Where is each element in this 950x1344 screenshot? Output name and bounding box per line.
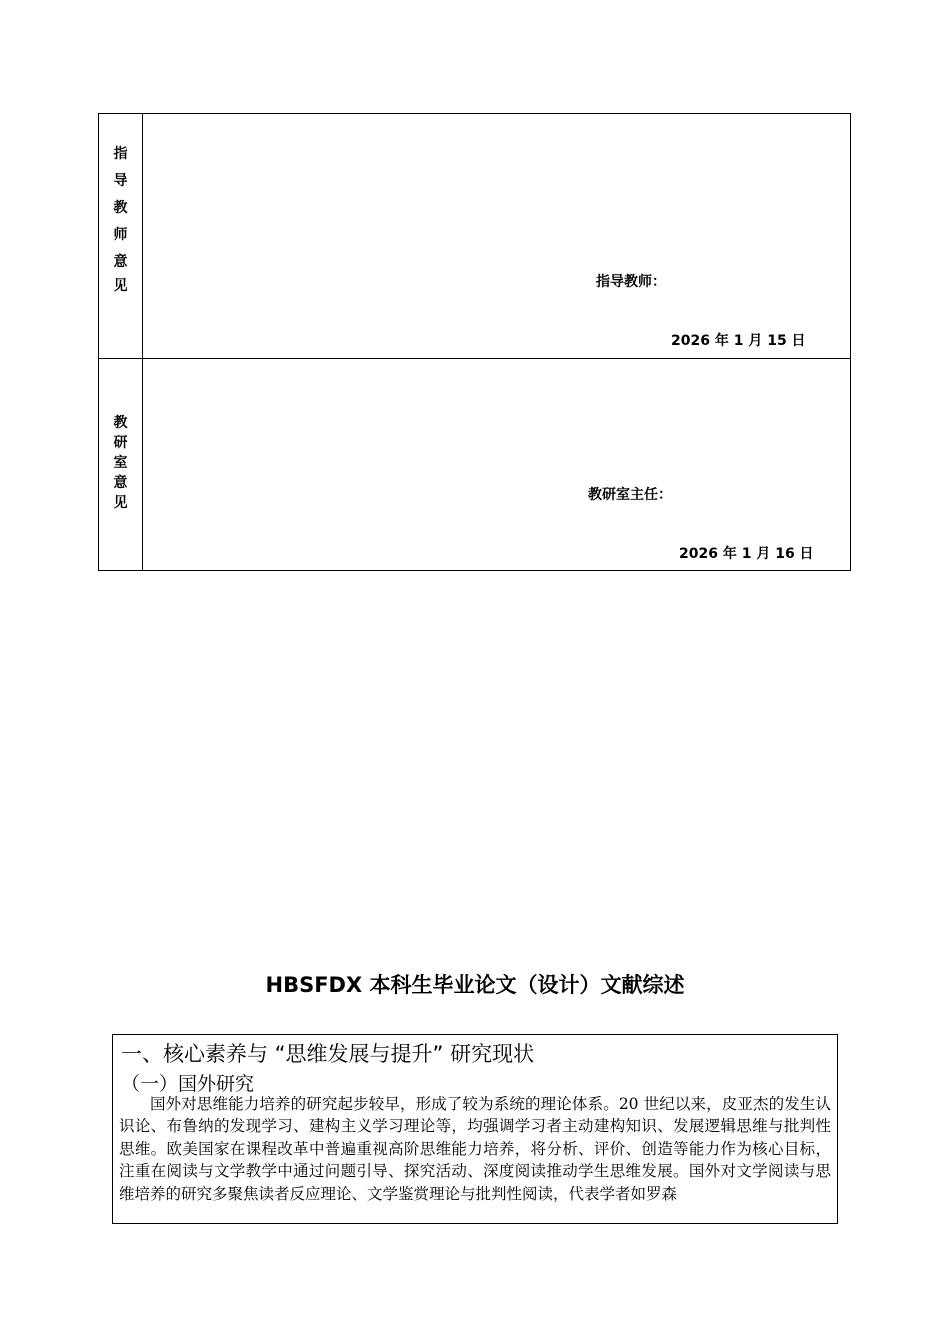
advisor-opinion-label-cell bbox=[99, 114, 143, 358]
label-char: 室 bbox=[113, 455, 128, 471]
label-char: 意 bbox=[113, 475, 128, 491]
office-opinion-label-cell bbox=[99, 358, 143, 570]
label-char: 教 bbox=[113, 200, 128, 216]
advisor-opinion-row bbox=[99, 114, 850, 359]
review-content-box bbox=[112, 1034, 838, 1224]
office-opinion-label bbox=[99, 413, 142, 513]
label-char: 见 bbox=[113, 495, 128, 511]
label-char: 意 bbox=[113, 254, 128, 270]
section-heading: 一、核心素养与 “思维发展与提升” 研究现状 bbox=[121, 1042, 535, 1066]
office-signature-label: 教研室主任： bbox=[588, 487, 672, 503]
label-char: 导 bbox=[113, 173, 128, 189]
advisor-signature-label: 指导教师： bbox=[596, 274, 666, 290]
advisor-opinion-label bbox=[99, 141, 142, 296]
page-title: HBSFDX 本科生毕业论文（设计）文献综述 bbox=[265, 973, 685, 997]
label-char: 见 bbox=[113, 278, 128, 294]
subsection-heading: （一）国外研究 bbox=[121, 1073, 255, 1095]
label-char: 教 bbox=[113, 415, 128, 431]
office-date: 2026 年 1 月 16 日 bbox=[679, 546, 814, 562]
advisor-date: 2026 年 1 月 15 日 bbox=[671, 333, 806, 349]
label-char: 师 bbox=[113, 227, 128, 243]
body-paragraph: 国外对思维能力培养的研究起步较早，形成了较为系统的理论体系。20 世纪以来，皮亚杰的发生认识论、布鲁纳的发现学习、建构主义学习理论等，均强调学习者主动建构知识、发展逻辑思维与批判性思维。欧美国家在课程改革中普遍重视高阶思维能力培养，将分析、评价、创造等能力作为核心目标，注重在阅读与文学教学中通过问题引导、探究活动、深度阅读推动学生思维发展。国外对文学阅读与思维培养的研究多聚焦读者反应理论、文学鉴赏理论与批判性阅读，代表学者如罗森 bbox=[119, 1095, 831, 1203]
office-opinion-row bbox=[99, 358, 850, 570]
opinion-table bbox=[98, 113, 851, 571]
label-char: 指 bbox=[113, 146, 128, 162]
label-char: 研 bbox=[113, 435, 128, 451]
